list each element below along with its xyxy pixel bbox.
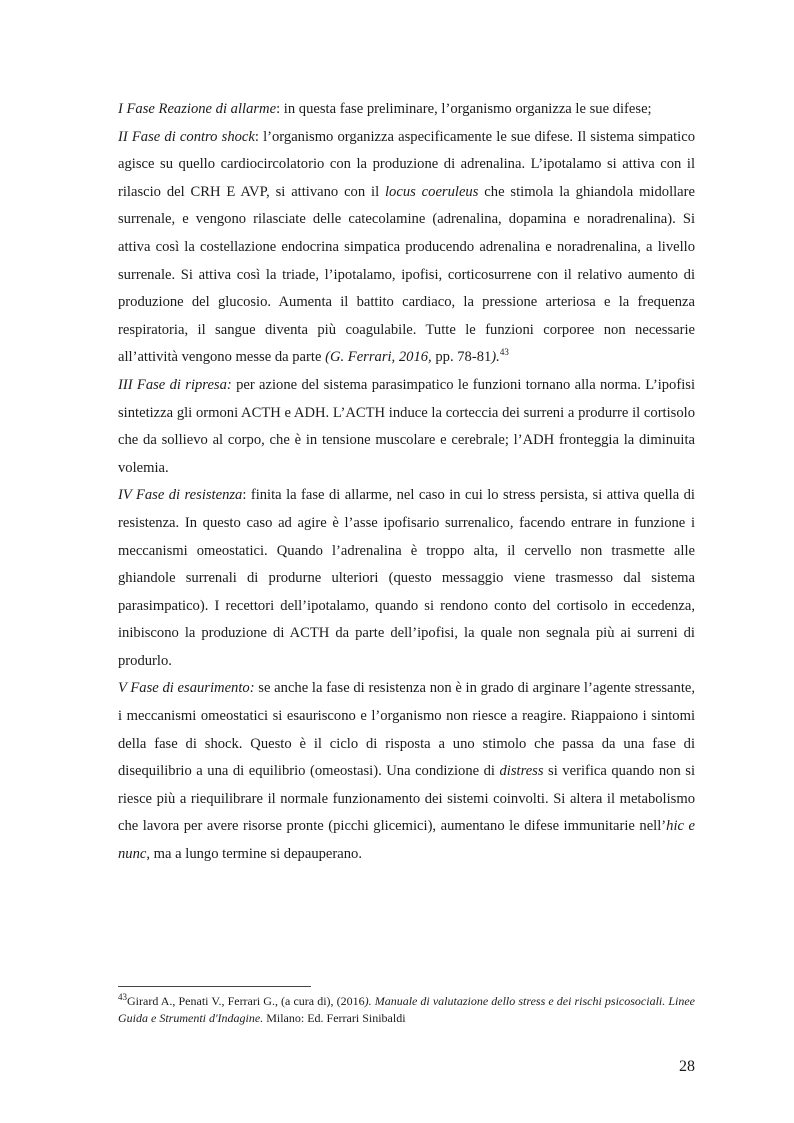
paragraph-phase-4 <box>118 482 695 675</box>
phase-2-text-part-2: che stimola la ghiandola midollare surrenale, e vengono rilasciate delle catecolamine (adrenalina, dopamina e noradrenalina). Si attiva così la costellazione endocrina simpatica producendo adrenalina e noradrenalina, a livello surrenale. Si attiva così la triade, l’ipotalamo, ipofisi, corticosurrene con il relativo aumento di produzione del glucosio. Aumenta il battito cardiaco, la pressione arteriosa e la frequenza respiratoria, il sangue diventa più coagulabile. Tutte le funzioni corporee non necessarie all’attività vengono messe da parte <box>118 183 695 366</box>
phase-3-text: per azione del sistema parasimpatico le funzioni tornano alla norma. L’ipofisi sintetizza gli ormoni ACTH e ADH. L’ACTH induce la corteccia dei surreni a produrre il cortisolo che da sollievo al corpo, che è in tensione muscolare e cerebrale; l’ADH fronteggia la diminuita volemia. <box>118 376 695 476</box>
footnote-title: ). Manuale di valutazione dello stress e dei rischi psicosociali. Linee Guida e Strumenti d'Indagine. <box>118 994 695 1025</box>
footnote-text-part-1: Girard A., Penati V., Ferrari G., (a cura di), (2016 <box>127 994 365 1008</box>
paragraph-phase-2 <box>118 124 695 372</box>
body-text <box>118 96 695 869</box>
footnote-text-part-2: Milano: Ed. Ferrari Sinibaldi <box>263 1010 406 1025</box>
citation-pages: pp. 78-81 <box>431 349 492 366</box>
citation-author: (G. Ferrari, 2016, <box>325 349 432 366</box>
phase-2-text-part-1: : l’organismo organizza aspecificamente le sue difese. Il sistema simpatico agisce su quello cardiocircolatorio con la produzione di adrenalina. L’ipotalamo si attiva con il rilascio del CRH E AVP, si attivano con il <box>118 128 695 200</box>
phase-2-title: II Fase di contro shock <box>118 128 255 145</box>
phase-5-title: V Fase di esaurimento: <box>118 680 255 697</box>
footnote-number: 43 <box>118 992 127 1002</box>
citation-close: ). <box>491 349 500 366</box>
paragraph-phase-3 <box>118 372 695 482</box>
phase-5-italic-hic-e-nunc: hic e nunc <box>118 818 695 863</box>
phase-5-text-part-3: , ma a lungo termine si depauperano. <box>146 846 362 863</box>
page-number: 28 <box>679 1058 695 1075</box>
footnote <box>118 993 695 1026</box>
footnote-reference[interactable]: 43 <box>499 347 509 358</box>
paragraph-phase-1 <box>118 96 695 124</box>
phase-1-title: I Fase Reazione di allarme <box>118 101 277 117</box>
phase-4-title: IV Fase di resistenza <box>118 487 243 504</box>
phase-4-text: : finita la fase di allarme, nel caso in cui lo stress persista, si attiva quella di resistenza. In questo caso ad agire è l’asse ipofisario surrenalico, facendo entrare in funzione i meccanismi omeostatici. Quando l’adrenalina è troppo alta, il cervello non trasmette alle ghiandole surrenali di produrne ulteriori (questo messaggio viene trasmesso dal sistema parasimpatico). I recettori dell’ipotalamo, quando si rendono conto del cortisolo in eccedenza, inibiscono la produzione di ACTH da parte dell’ipofisi, la quale non segnala più ai surreni di produrlo. <box>118 487 695 669</box>
phase-1-text: : in questa fase preliminare, l’organismo organizza le sue difese; <box>276 101 652 117</box>
phase-3-title: III Fase di ripresa: <box>118 376 232 393</box>
paragraph-phase-5 <box>118 675 695 868</box>
phase-5-text-part-1: se anche la fase di resistenza non è in grado di arginare l’agente stressante, i meccanismi omeostatici si esauriscono e l’organismo non riesce a reagire. Riappaiono i sintomi della fase di shock. Questo è il ciclo di risposta a uno stimolo che passa da una fase di disequilibrio a una di equilibrio (omeostasi). Una condizione di <box>118 680 696 780</box>
phase-2-italic-term: locus coeruleus <box>385 183 479 200</box>
phase-5-text-part-2: si verifica quando non si riesce più a riequilibrare il normale funzionamento dei sistemi coinvolti. Si altera il metabolismo che lavora per avere risorse pronte (picchi glicemici), aumentano le difese immunitarie nell’ <box>118 763 695 835</box>
phase-5-italic-distress: distress <box>499 763 544 780</box>
footnote-separator <box>118 986 311 987</box>
